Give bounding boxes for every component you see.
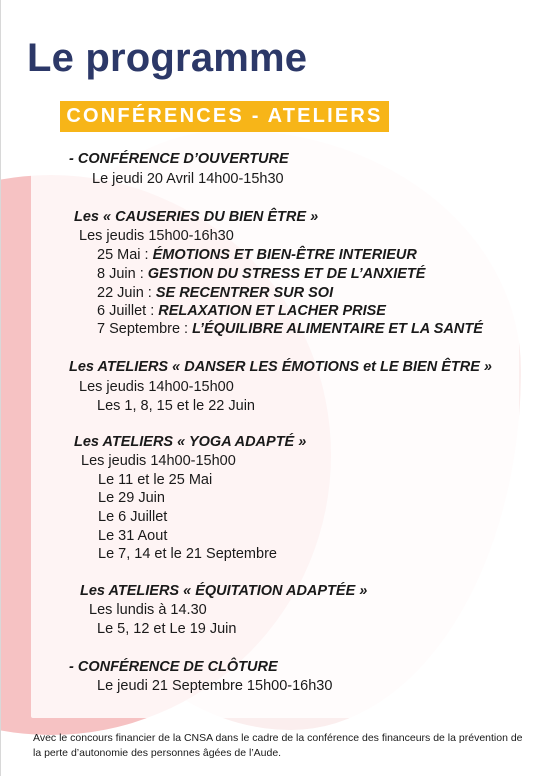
danser-heading: Les ATELIERS « DANSER LES ÉMOTIONS et LE BIEN ÊTRE » (69, 359, 492, 375)
session-topic: ÉMOTIONS ET BIEN-ÊTRE INTERIEUR (152, 247, 417, 263)
equitation-when: Les lundis à 14.30 (89, 602, 207, 618)
danser-when: Les jeudis 14h00-15h00 (79, 379, 234, 395)
closing-when: Le jeudi 21 Septembre 15h00-16h30 (97, 678, 333, 694)
closing-heading: - CONFÉRENCE DE CLÔTURE (69, 659, 278, 675)
yoga-date: Le 11 et le 25 Mai (98, 472, 213, 488)
session-date: 25 Mai : (97, 247, 153, 263)
causeries-session (97, 265, 425, 283)
funding-footer: Avec le concours financier de la CNSA dans le cadre de la conférence des financeurs de la prévention de la perte d’autonomie des personnes âgées de l’Aude. (33, 732, 523, 759)
yoga-heading: Les ATELIERS « YOGA ADAPTÉ » (74, 434, 307, 450)
yoga-date: Le 31 Aout (98, 528, 168, 544)
session-date: 6 Juillet : (97, 303, 159, 319)
opening-when: Le jeudi 20 Avril 14h00-15h30 (92, 171, 284, 187)
causeries-heading: Les « CAUSERIES DU BIEN ÊTRE » (74, 209, 319, 225)
equitation-heading: Les ATELIERS « ÉQUITATION ADAPTÉE » (80, 583, 368, 599)
page-title: Le programme (27, 36, 308, 80)
yoga-date: Le 7, 14 et le 21 Septembre (98, 546, 277, 562)
session-date: 22 Juin : (97, 285, 156, 301)
causeries-session (97, 246, 417, 264)
causeries-session (97, 320, 483, 338)
causeries-session (97, 302, 386, 320)
session-topic: GESTION DU STRESS ET DE L’ANXIETÉ (147, 266, 426, 282)
session-topic: L’ÉQUILIBRE ALIMENTAIRE ET LA SANTÉ (192, 321, 483, 337)
session-date: 7 Septembre : (97, 321, 193, 337)
section-banner: CONFÉRENCES - ATELIERS (60, 101, 389, 132)
danser-dates: Les 1, 8, 15 et le 22 Juin (97, 398, 255, 414)
causeries-when: Les jeudis 15h00-16h30 (79, 228, 234, 244)
equitation-dates: Le 5, 12 et Le 19 Juin (97, 621, 237, 637)
yoga-when: Les jeudis 14h00-15h00 (81, 453, 236, 469)
session-topic: SE RECENTRER SUR SOI (155, 285, 334, 301)
opening-heading: - CONFÉRENCE D’OUVERTURE (69, 151, 289, 167)
yoga-date: Le 6 Juillet (98, 509, 168, 525)
yoga-date: Le 29 Juin (98, 490, 165, 506)
session-topic: RELAXATION ET LACHER PRISE (158, 303, 386, 319)
causeries-session (97, 284, 333, 302)
session-date: 8 Juin : (97, 266, 148, 282)
